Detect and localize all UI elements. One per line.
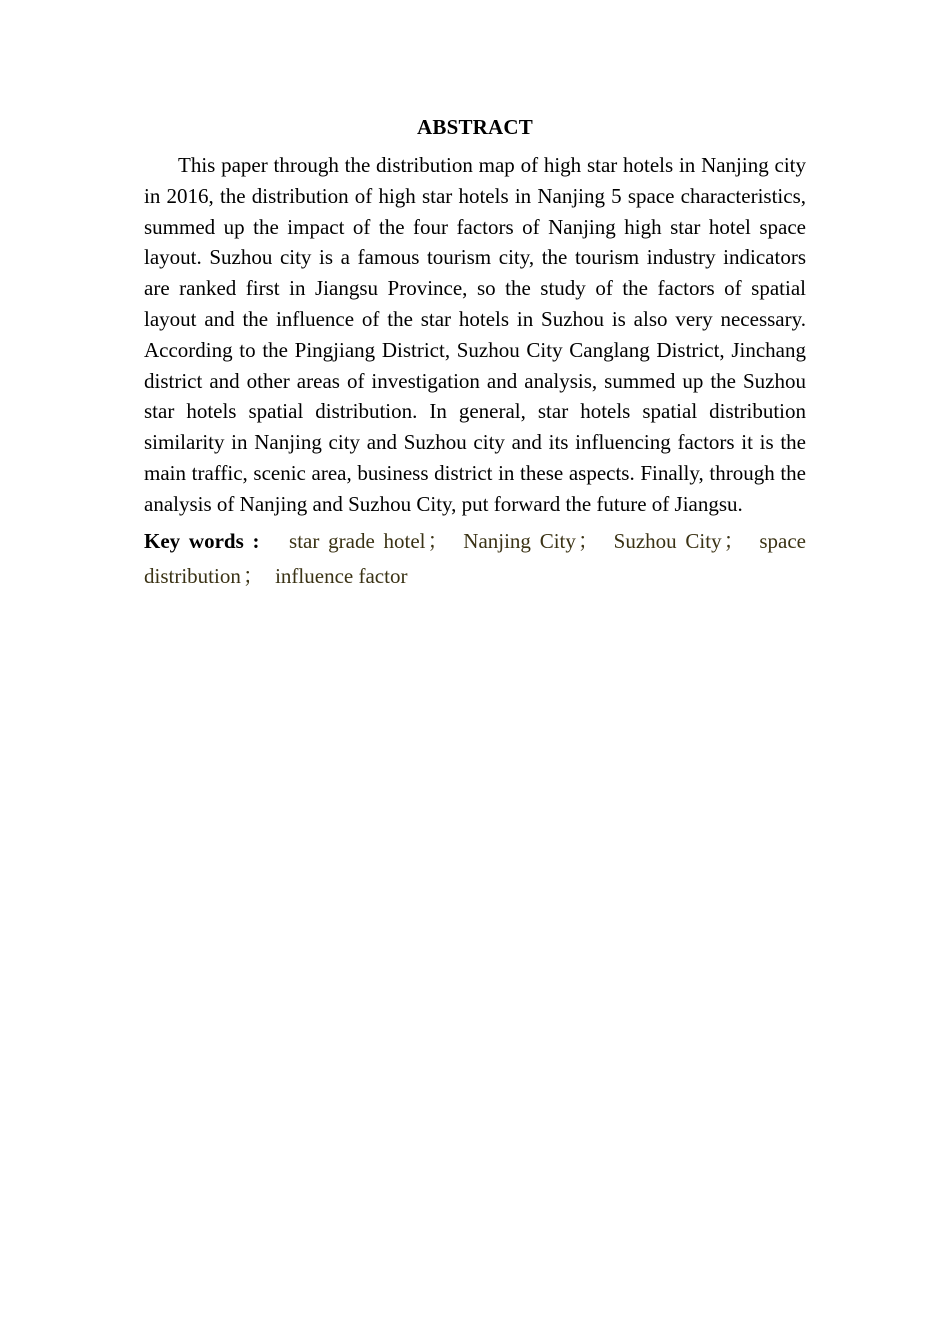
keyword-item: star grade hotel xyxy=(289,528,426,553)
keyword-separator: ； xyxy=(577,528,599,553)
keyword-separator: ； xyxy=(242,563,264,588)
keyword-item: Suzhou City xyxy=(613,528,722,553)
keyword-item: space distribution xyxy=(144,528,806,588)
keywords-line xyxy=(144,524,806,594)
keyword-item: Nanjing City xyxy=(463,528,576,553)
abstract-title: ABSTRACT xyxy=(417,115,533,139)
keyword-item: influence factor xyxy=(275,563,408,588)
keyword-separator: ； xyxy=(723,528,745,553)
keyword-separator: ； xyxy=(427,528,449,553)
abstract-section xyxy=(144,112,806,594)
keywords-label: Key words : xyxy=(144,528,260,553)
abstract-body: This paper through the distribution map of high star hotels in Nanjing city in 2016, the distribution of high star hotels in Nanjing 5 space characteristics, summed up the impact of the four factors of Nanjing high star hotel space layout. Suzhou city is a famous tourism city, the tourism industry indicators are ranked first in Jiangsu Province, so the study of the factors of spatial layout and the influence of the star hotels in Suzhou is also very necessary. According to the Pingjiang District, Suzhou City Canglang District, Jinchang district and other areas of investigation and analysis, summed up the Suzhou star hotels spatial distribution. In general, star hotels spatial distribution similarity in Nanjing city and Suzhou city and its influencing factors it is the main traffic, scenic area, business district in these aspects. Finally, through the analysis of Nanjing and Suzhou City, put forward the future of Jiangsu. xyxy=(144,153,806,516)
